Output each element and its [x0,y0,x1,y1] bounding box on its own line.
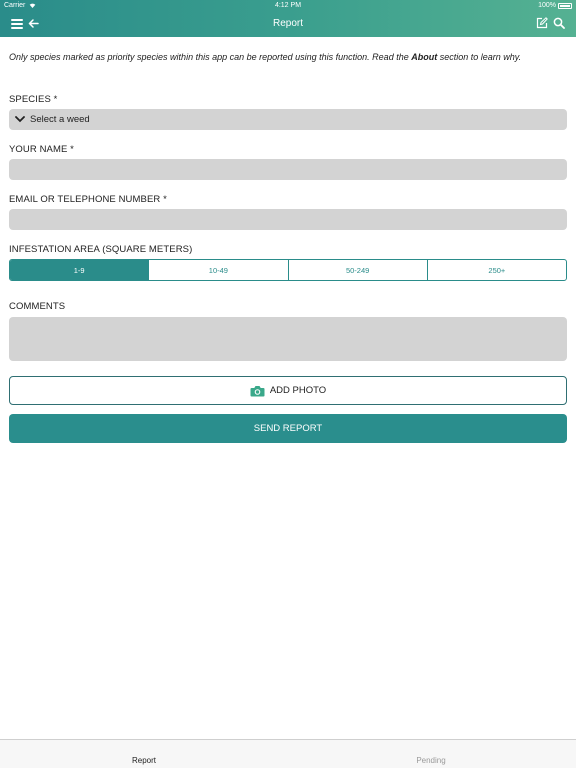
tab-pending[interactable]: Pending [416,756,446,765]
intro-text-start: Only species marked as priority species within this app can be reported using this function. Read the [9,52,412,62]
infestation-area-label: INFESTATION AREA (SQUARE METERS) [9,244,193,255]
chevron-down-icon [15,115,25,123]
species-select[interactable] [9,109,567,130]
name-label: YOUR NAME * [9,144,74,155]
battery-indicator [538,2,572,9]
search-icon[interactable] [553,17,565,29]
edit-icon[interactable] [536,17,548,29]
infestation-area-selector [9,259,567,281]
carrier-text: Carrier [4,2,26,9]
contact-label: EMAIL OR TELEPHONE NUMBER * [9,194,167,205]
battery-percent: 100% [538,2,556,9]
comments-input[interactable] [9,317,567,361]
status-time: 4:12 PM [274,2,302,9]
tab-report[interactable]: Report [131,756,156,765]
area-option-1-9[interactable]: 1-9 [10,260,148,280]
page-title: Report [272,18,303,29]
status-bar [0,0,576,12]
add-photo-button[interactable] [9,376,567,405]
species-label: SPECIES * [9,94,58,105]
tab-bar [0,739,576,768]
contact-input[interactable] [9,209,567,230]
add-photo-label: ADD PHOTO [269,385,327,396]
area-option-250-plus[interactable]: 250+ [427,260,566,280]
camera-icon [250,385,265,397]
send-report-button[interactable]: SEND REPORT [9,414,567,443]
area-option-10-49[interactable]: 10-49 [148,260,287,280]
app-header [0,0,576,37]
area-option-50-249[interactable]: 50-249 [288,260,427,280]
intro-text [9,51,567,63]
intro-text-end: section to learn why. [437,52,522,62]
battery-icon [558,3,572,9]
species-select-value: Select a weed [30,114,90,125]
about-reference: About [411,52,438,62]
name-input[interactable] [9,159,567,180]
comments-label: COMMENTS [9,301,66,312]
nav-bar [0,12,576,37]
